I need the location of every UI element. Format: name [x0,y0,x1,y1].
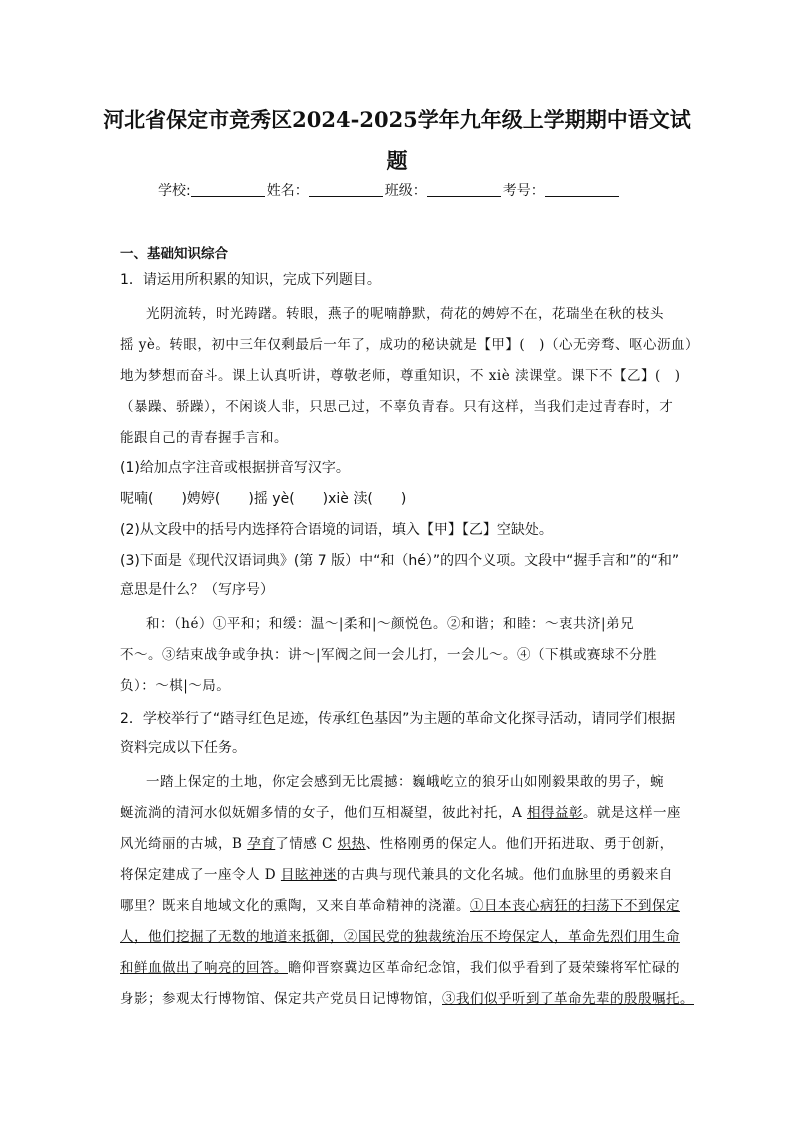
underlined-term-c: 炽热 [337,836,366,852]
underlined-term-a: 相得益彰 [527,805,584,821]
class-label: 班级： [384,183,427,199]
passage-1-line: 摇 yè。转眼，初中三年仅剩最后一年了，成功的秘诀就是【甲】( )（心无旁骛、呕心沥血） [120,337,699,353]
underlined-sentence-3: ③我们似乎听到了革命先辈的殷殷嘱托。 [442,991,694,1007]
section-heading: 一、基础知识综合 [120,246,228,262]
page-title-line2: 题 [386,148,408,173]
underlined-term-d: 目眩神迷 [280,867,337,883]
name-label: 姓名： [266,183,309,199]
dictionary-entry-line: 负）：～棋|～局。 [120,678,231,694]
passage-text: 风光绮丽的古城，B [120,836,248,852]
passage-1-line: （暴躁、骄躁），不闲谈人非，只思己过，不辜负青春。只有这样，当我们走过青春时，才 [120,399,674,415]
passage-1-line: 光阴流转，时光踌躇。转眼，燕子的呢喃静默，荷花的娉婷不在，花瑞坐在秋的枝头 [146,306,664,322]
question-2-prompt-cont: 资料完成以下任务。 [120,740,246,756]
passage-2-line: 一踏上保定的土地，你定会感到无比震撼：巍峨屹立的狼牙山如刚毅果敢的男子，蜿 [146,774,664,790]
dictionary-entry-line: 不～。③结束战争或争执：讲～|军阀之间一会儿打，一会儿～。④（下棋或赛球不分胜 [120,647,658,663]
id-label: 考号： [502,183,545,199]
school-field[interactable] [191,182,265,197]
id-field[interactable] [545,182,619,197]
page-title-line1: 河北省保定市竞秀区2024-2025学年九年级上学期期中语文试 [103,107,691,132]
underlined-term-b: 孕育 [247,836,276,852]
passage-1-line: 能跟自己的青春握手言和。 [120,430,288,446]
question-2-prompt: 2．学校举行了“踏寻红色足迹，传承红色基因”为主题的革命文化探寻活动，请同学们根据 [120,711,676,727]
passage-2-line [120,832,674,852]
name-field[interactable] [309,182,383,197]
passage-text: 将保定建成了一座令人 D [120,867,281,883]
passage-2-line [120,925,680,945]
passage-1-line: 地为梦想而奋斗。课上认真听讲，尊敬老师，尊重知识，不 xiè 渎课堂。课下不【乙】( ) [120,368,681,384]
passage-2-line [120,987,694,1007]
sub-question-3-cont: 意思是什么？（写序号） [120,582,274,598]
sub-question-1-items: 呢喃( )娉婷( )摇 yè( )xiè 渎( ) [120,491,407,507]
sub-question-1: (1)给加点字注音或根据拼音写汉字。 [120,460,350,476]
school-label: 学校: [158,183,191,199]
underlined-sentence-2: 人，他们挖掘了无数的地道来抵御，②国民党的独裁统治压不垮保定人，革命先烈们用生命 [120,929,680,945]
passage-text: 哪里？既来自地域文化的熏陶，又来自革命精神的浇灌。 [120,898,470,914]
sub-question-3: (3)下面是《现代汉语词典》(第 7 版）中“和（hé）”的四个义项。文段中“握手言和”的“和” [120,553,680,569]
passage-text: 。就是这样一座 [583,805,682,821]
passage-2-line [120,894,680,914]
passage-2-line [120,863,673,883]
underlined-sentence-2-cont: 和鲜血做出了响亮的回答。 [120,960,288,976]
passage-2-line [120,801,681,821]
passage-text: 蜒流淌的清河水似妩媚多情的女子，他们互相凝望，彼此衬托，A [120,805,528,821]
dictionary-entry-line: 和：（hé）①平和；和缓：温～|柔和|～颜悦色。②和谐；和睦：～衷共济|弟兄 [146,616,635,632]
question-1-prompt: 1．请运用所积累的知识，完成下列题目。 [120,272,381,288]
passage-text: 的古典与现代兼具的文化名城。他们血脉里的勇毅来自 [336,867,673,883]
passage-2-line [120,956,680,976]
passage-text: 了情感 C [275,836,338,852]
passage-text: 身影；参观太行博物馆、保定共产党员日记博物馆， [120,991,442,1007]
passage-text: 瞻仰晋察冀边区革命纪念馆，我们似乎看到了聂荣臻将军忙碌的 [288,960,680,976]
underlined-sentence-1: ①日本丧心病狂的扫荡下不到保定 [470,898,680,914]
class-field[interactable] [427,182,501,197]
passage-text: 、性格刚勇的保定人。他们开拓进取、勇于创新， [365,836,674,852]
sub-question-2: (2)从文段中的括号内选择符合语境的词语，填入【甲】【乙】空缺处。 [120,522,553,538]
student-info-row [158,180,621,200]
